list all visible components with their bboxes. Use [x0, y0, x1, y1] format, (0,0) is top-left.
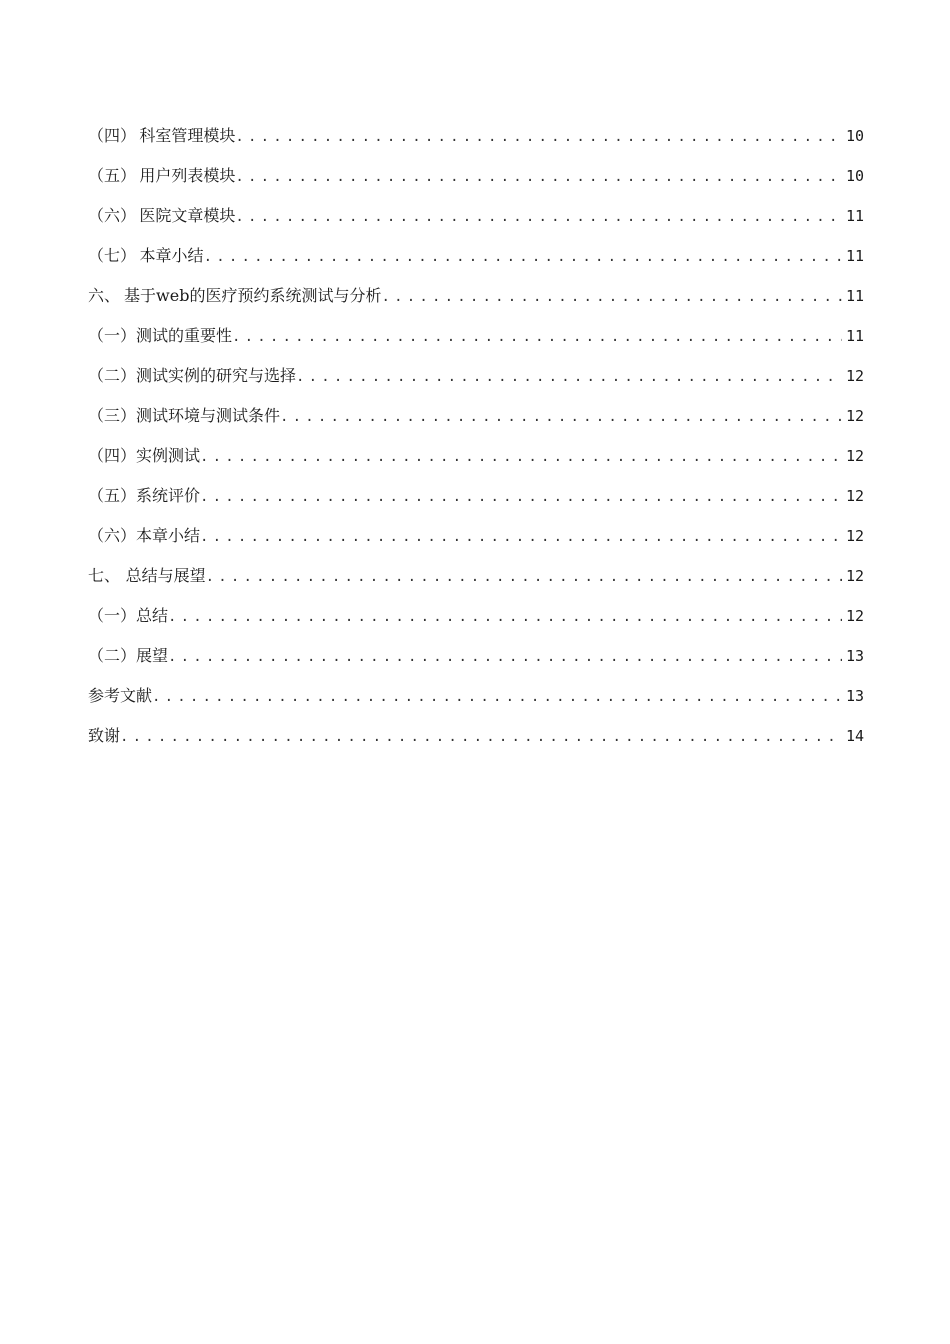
toc-entry-page: 12 — [845, 487, 864, 505]
toc-entry-page: 12 — [845, 527, 864, 545]
toc-leader-dots — [381, 277, 842, 317]
toc-entry[interactable] — [88, 316, 864, 356]
toc-entry[interactable] — [88, 156, 864, 196]
toc-entry-chapter[interactable] — [88, 276, 864, 316]
toc-entry-title: 用户列表模块 — [139, 166, 236, 185]
toc-leader-dots — [204, 237, 842, 277]
toc-entry-title: 实例测试 — [136, 446, 201, 465]
toc-entry-page: 11 — [845, 327, 864, 345]
toc-entry-title: 系统评价 — [136, 486, 201, 505]
toc-entry-page: 12 — [845, 607, 864, 625]
toc-entry-references[interactable] — [88, 676, 864, 716]
toc-entry-number: （四） — [88, 446, 137, 465]
toc-entry-number: （三） — [88, 406, 137, 425]
toc-entry-number: 六、 — [88, 286, 121, 305]
toc-leader-dots — [168, 637, 842, 677]
toc-entry-page: 12 — [845, 567, 864, 585]
toc-entry-title: 参考文献 — [88, 686, 153, 705]
toc-entry[interactable] — [88, 596, 864, 636]
toc-entry-page: 13 — [845, 647, 864, 665]
toc-entry-number: （七） — [88, 246, 137, 265]
toc-entry-title: 测试实例的研究与选择 — [136, 366, 297, 385]
toc-entry-page: 10 — [845, 127, 864, 145]
toc-entry-title: 总结 — [136, 606, 169, 625]
toc-entry-number: （五） — [88, 166, 137, 185]
toc-leader-dots — [235, 197, 842, 237]
toc-leader-dots — [200, 517, 842, 557]
toc-leader-dots — [168, 597, 842, 637]
toc-entry-title: 展望 — [136, 646, 169, 665]
toc-entry-page: 12 — [845, 407, 864, 425]
toc-entry-title: 总结与展望 — [125, 566, 206, 585]
toc-entry-title: 本章小结 — [136, 526, 201, 545]
toc-leader-dots — [200, 437, 842, 477]
toc-entry[interactable] — [88, 436, 864, 476]
toc-entry-title: 测试环境与测试条件 — [136, 406, 281, 425]
toc-entry[interactable] — [88, 116, 864, 156]
toc-entry-page: 14 — [845, 727, 864, 745]
toc-entry-page: 11 — [845, 247, 864, 265]
toc-leader-dots — [120, 717, 842, 757]
toc-leader-dots — [232, 317, 842, 357]
toc-entry-number: （六） — [88, 206, 137, 225]
toc-entry[interactable] — [88, 516, 864, 556]
toc-leader-dots — [280, 397, 842, 437]
toc-entry-number: （一） — [88, 326, 137, 345]
toc-entry-number: （一） — [88, 606, 137, 625]
toc-entry[interactable] — [88, 476, 864, 516]
toc-entry[interactable] — [88, 196, 864, 236]
toc-leader-dots — [235, 157, 842, 197]
toc-entry-page: 12 — [845, 447, 864, 465]
toc-entry-page: 10 — [845, 167, 864, 185]
toc-entry-page: 12 — [845, 367, 864, 385]
table-of-contents — [88, 116, 864, 756]
toc-entry-number: （二） — [88, 646, 137, 665]
toc-entry-page: 13 — [845, 687, 864, 705]
toc-entry-number: （四） — [88, 126, 137, 145]
toc-entry-title: 致谢 — [88, 726, 121, 745]
toc-entry[interactable] — [88, 636, 864, 676]
toc-entry-title: 科室管理模块 — [139, 126, 236, 145]
toc-entry-number: （五） — [88, 486, 137, 505]
toc-entry-page: 11 — [845, 287, 864, 305]
toc-entry-title: 本章小结 — [139, 246, 204, 265]
toc-entry-acknowledgements[interactable] — [88, 716, 864, 756]
toc-entry-number: 七、 — [88, 566, 121, 585]
toc-leader-dots — [296, 357, 842, 397]
toc-entry-number: （二） — [88, 366, 137, 385]
toc-entry-chapter[interactable] — [88, 556, 864, 596]
toc-leader-dots — [152, 677, 842, 717]
toc-entry-title: 测试的重要性 — [136, 326, 233, 345]
toc-leader-dots — [200, 477, 842, 517]
toc-entry[interactable] — [88, 356, 864, 396]
toc-leader-dots — [235, 117, 842, 157]
toc-entry[interactable] — [88, 396, 864, 436]
toc-entry-number: （六） — [88, 526, 137, 545]
toc-leader-dots — [206, 557, 842, 597]
toc-entry-title: 医院文章模块 — [139, 206, 236, 225]
toc-entry-page: 11 — [845, 207, 864, 225]
toc-entry-title: 基于web的医疗预约系统测试与分析 — [124, 286, 382, 305]
toc-entry[interactable] — [88, 236, 864, 276]
